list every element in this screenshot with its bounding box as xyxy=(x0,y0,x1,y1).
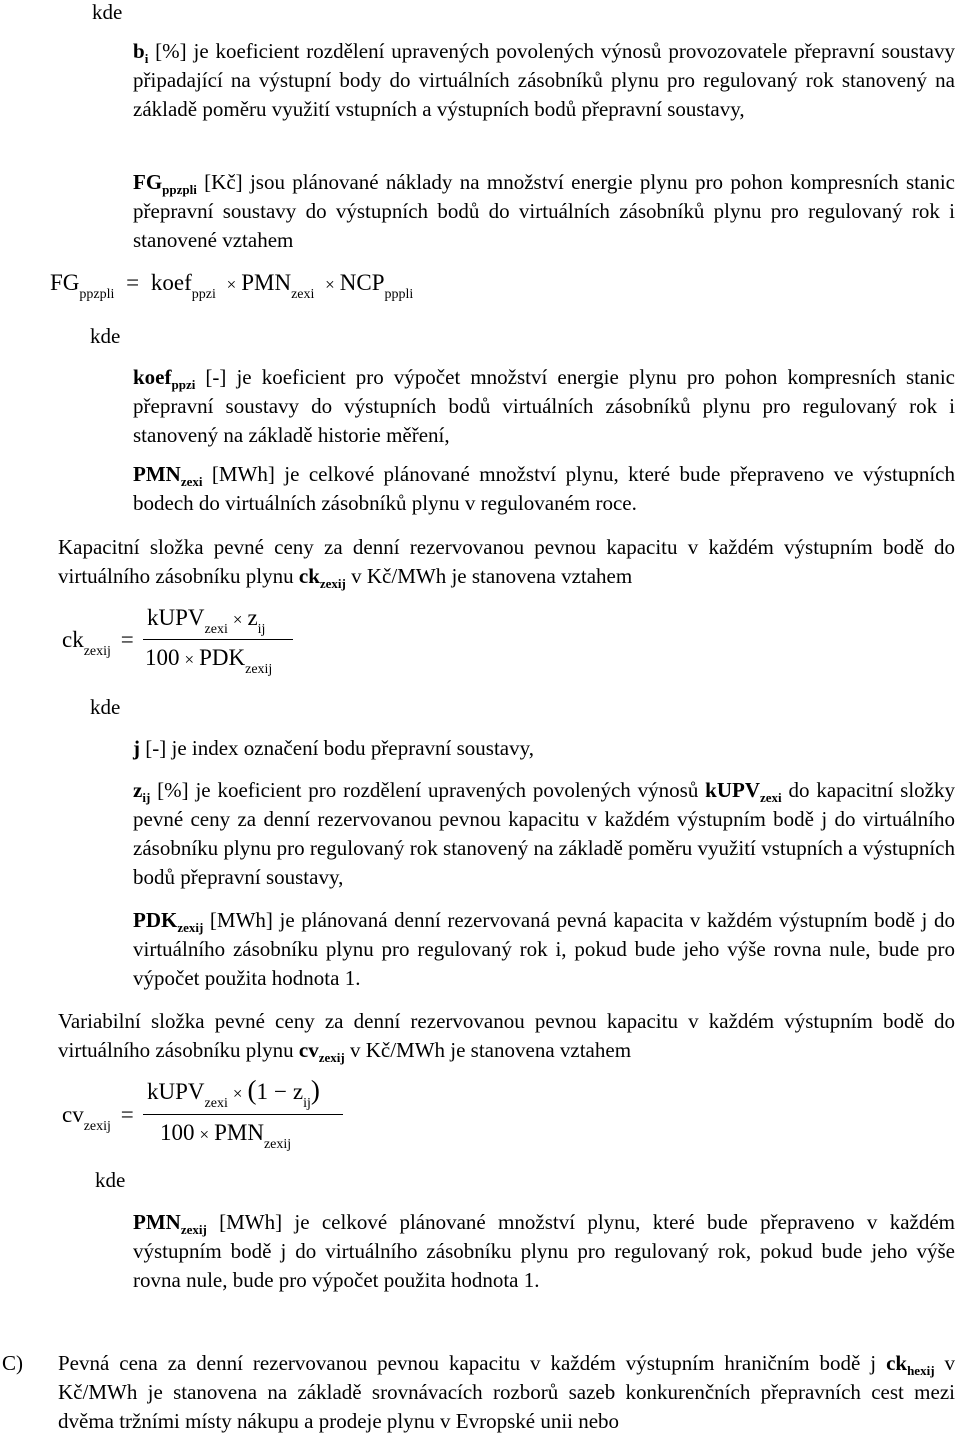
definition-koef xyxy=(133,363,955,450)
symbol-ck: ck xyxy=(298,564,320,588)
symbol-b: b xyxy=(133,39,145,63)
equation-fg xyxy=(50,268,414,302)
definition-zij-text-2: do kapacitní složky pevné ceny za denní rezervovanou pevnou kapacitu v každém výstupním bodě j do virtuálního zásobníku plynu pro regulovaný rok stanovený na základě poměru využití vstupních a výstupních bodů přepravní soustavy, xyxy=(133,778,955,889)
eq3-kupv: kUPV xyxy=(147,1079,205,1104)
paragraph-cv-text-1: Variabilní složka pevné ceny za denní rezervovanou pevnou kapacitu v každém výstupním bodě do virtuálního zásobníku plynu xyxy=(58,1009,955,1062)
definition-bi xyxy=(133,37,955,124)
list-marker-c: C) xyxy=(2,1351,23,1375)
symbol-koef: koef xyxy=(133,365,172,389)
equation-ck-lhs xyxy=(62,625,138,659)
definition-pmn-zexij xyxy=(133,1208,955,1295)
eq2-100: 100 xyxy=(145,645,180,670)
eq1-pmn-sub: zexi xyxy=(291,287,315,302)
eq2-equals: = xyxy=(120,627,134,652)
eq3-times: × xyxy=(232,1084,243,1103)
symbol-pdk-sub: zexij xyxy=(177,920,204,935)
symbol-z: z xyxy=(133,778,143,802)
equation-cv-numerator xyxy=(147,1075,320,1111)
definition-koef-text: [-] je koeficient pro výpočet množství energie plynu pro pohon kompresních stanic přepravní soustavy do výstupních bodů virtuálních zásobníků plynu pro regulovaný rok i stanovený na základě historie měření, xyxy=(133,365,955,447)
eq2-z: z xyxy=(247,605,258,630)
equation-cv-denominator xyxy=(160,1118,292,1152)
eq3-z-sub: ij xyxy=(303,1096,311,1111)
definition-fg xyxy=(133,168,955,255)
symbol-pmn-2-sub: zexij xyxy=(180,1222,207,1237)
symbol-cv: cv xyxy=(298,1038,319,1062)
symbol-kupv: kUPV xyxy=(705,778,761,802)
where-label-3: kde xyxy=(90,695,121,719)
eq2-lhs-sub: zexij xyxy=(83,644,111,659)
symbol-pmn: PMN xyxy=(133,462,181,486)
eq2-pdk: PDK xyxy=(199,645,246,670)
definition-fg-text: [Kč] jsou plánované náklady na množství energie plynu pro pohon kompresních stanic přepravní soustavy do výstupních bodů do virtuálních zásobníků plynu pro regulovaný rok i stanovené vztahem xyxy=(133,170,955,252)
symbol-j: j xyxy=(133,736,140,760)
symbol-ck-hexij-sub: hexij xyxy=(907,1363,935,1378)
paragraph-ck-text-2: v Kč/MWh je stanovena vztahem xyxy=(345,564,633,588)
eq3-pmn: PMN xyxy=(214,1120,264,1145)
eq1-times-1: × xyxy=(226,275,237,294)
eq3-open-paren: ( xyxy=(247,1075,257,1105)
paragraph-cv-text-2: v Kč/MWh je stanovena vztahem xyxy=(344,1038,632,1062)
paragraph-cv xyxy=(58,1007,955,1065)
symbol-kupv-sub: zexi xyxy=(760,790,782,805)
eq3-fraction-bar xyxy=(143,1114,343,1115)
eq2-kupv-sub: zexi xyxy=(204,622,228,637)
eq3-100: 100 xyxy=(160,1120,195,1145)
eq3-minus: − xyxy=(273,1079,287,1104)
eq2-fraction-bar xyxy=(143,639,293,640)
symbol-b-sub: i xyxy=(144,51,149,66)
symbol-ck-sub: zexij xyxy=(319,576,346,591)
symbol-z-sub: ij xyxy=(142,790,151,805)
definition-pmn-2-text: [MWh] je celkové plánované množství plynu, které bude přepraveno v každém výstupním bodě j do virtuálního zásobníku plynu pro regulovaný rok, pokud bude jeho výše rovna nule, bude pro výpočet použita hodnota 1. xyxy=(133,1210,955,1292)
eq3-pmn-sub: zexij xyxy=(263,1137,292,1152)
symbol-pdk: PDK xyxy=(133,908,178,932)
definition-pmn-zexi xyxy=(133,460,955,518)
eq1-ncp-sub: pppli xyxy=(384,287,414,302)
definition-pmn-text: [MWh] je celkové plánované množství plynu, které bude přepraveno ve výstupních bodech do virtuálních zásobníků plynu v regulovaném roce. xyxy=(133,462,955,515)
definition-zij xyxy=(133,776,955,892)
definition-j xyxy=(133,734,955,763)
eq2-kupv: kUPV xyxy=(147,605,205,630)
item-c-text-2: v Kč/MWh je stanovena na základě srovnávacích rozborů sazeb konkurenčních přepravních cest mezi dvěma tržními místy nákupu a prodeje plynu v Evropské unii nebo xyxy=(58,1351,955,1433)
where-label-2: kde xyxy=(90,324,121,348)
equation-cv-lhs xyxy=(62,1100,138,1134)
list-item-c xyxy=(58,1349,955,1436)
symbol-koef-sub: ppzi xyxy=(171,377,196,392)
symbol-fg-sub: ppzpli xyxy=(162,182,197,197)
eq3-lhs-sub: zexij xyxy=(83,1119,111,1134)
paragraph-ck-text-1: Kapacitní složka pevné ceny za denní rezervovanou pevnou kapacitu v každém výstupním bodě do virtuálního zásobníku plynu xyxy=(58,535,955,588)
definition-bi-text: [%] je koeficient rozdělení upravených povolených výnosů provozovatele přepravní soustavy připadající na výstupní body do virtuálních zásobníků plynu pro regulovaný rok stanovený na základě poměru využití vstupních a výstupních bodů přepravní soustavy, xyxy=(133,39,955,121)
eq3-z: z xyxy=(292,1079,304,1104)
symbol-cv-sub: zexij xyxy=(318,1050,345,1065)
eq3-times-2: × xyxy=(199,1125,210,1144)
eq2-times: × xyxy=(232,610,243,629)
symbol-ck-hexij: ck xyxy=(886,1351,908,1375)
eq1-lhs-sub: ppzpli xyxy=(79,287,115,302)
eq1-koef: koef xyxy=(150,270,192,295)
equation-ck-denominator xyxy=(145,643,273,677)
definition-pdk-text: [MWh] je plánovaná denní rezervovaná pevná kapacita v každém výstupním bodě j do virtuálního zásobníku plynu pro regulovaný rok i, pokud bude jeho výše rovna nule, bude pro výpočet použita hodnota 1. xyxy=(133,908,955,990)
eq1-pmn: PMN xyxy=(241,270,292,295)
paragraph-ck xyxy=(58,533,955,591)
definition-pdk xyxy=(133,906,955,993)
definition-zij-text-1: [%] je koeficient pro rozdělení upravených povolených výnosů xyxy=(150,778,706,802)
definition-j-text: [-] je index označení bodu přepravní soustavy, xyxy=(140,736,535,760)
where-label-4: kde xyxy=(95,1168,126,1192)
eq1-ncp: NCP xyxy=(339,270,385,295)
eq2-lhs: ck xyxy=(62,627,84,652)
symbol-fg: FG xyxy=(133,170,163,194)
eq3-kupv-sub: zexi xyxy=(204,1096,228,1111)
eq2-z-sub: ij xyxy=(257,622,266,637)
eq1-times-2: × xyxy=(325,275,335,294)
eq3-close-paren: ) xyxy=(310,1075,320,1105)
item-c-text-1: Pevná cena za denní rezervovanou pevnou kapacitu v každém výstupním hraničním bodě j xyxy=(58,1351,887,1375)
eq1-koef-sub: ppzi xyxy=(191,287,216,302)
eq3-equals: = xyxy=(120,1102,134,1127)
symbol-pmn-2: PMN xyxy=(133,1210,181,1234)
equation-ck-numerator xyxy=(147,603,266,637)
eq2-pdk-sub: zexij xyxy=(245,662,273,677)
eq2-times-2: × xyxy=(184,650,195,669)
symbol-pmn-sub: zexi xyxy=(180,474,203,489)
eq3-lhs: cv xyxy=(62,1102,84,1127)
eq1-lhs: FG xyxy=(50,270,80,295)
eq3-one: 1 xyxy=(256,1079,268,1104)
eq1-equals: = xyxy=(126,270,140,295)
where-label: kde xyxy=(92,0,123,24)
